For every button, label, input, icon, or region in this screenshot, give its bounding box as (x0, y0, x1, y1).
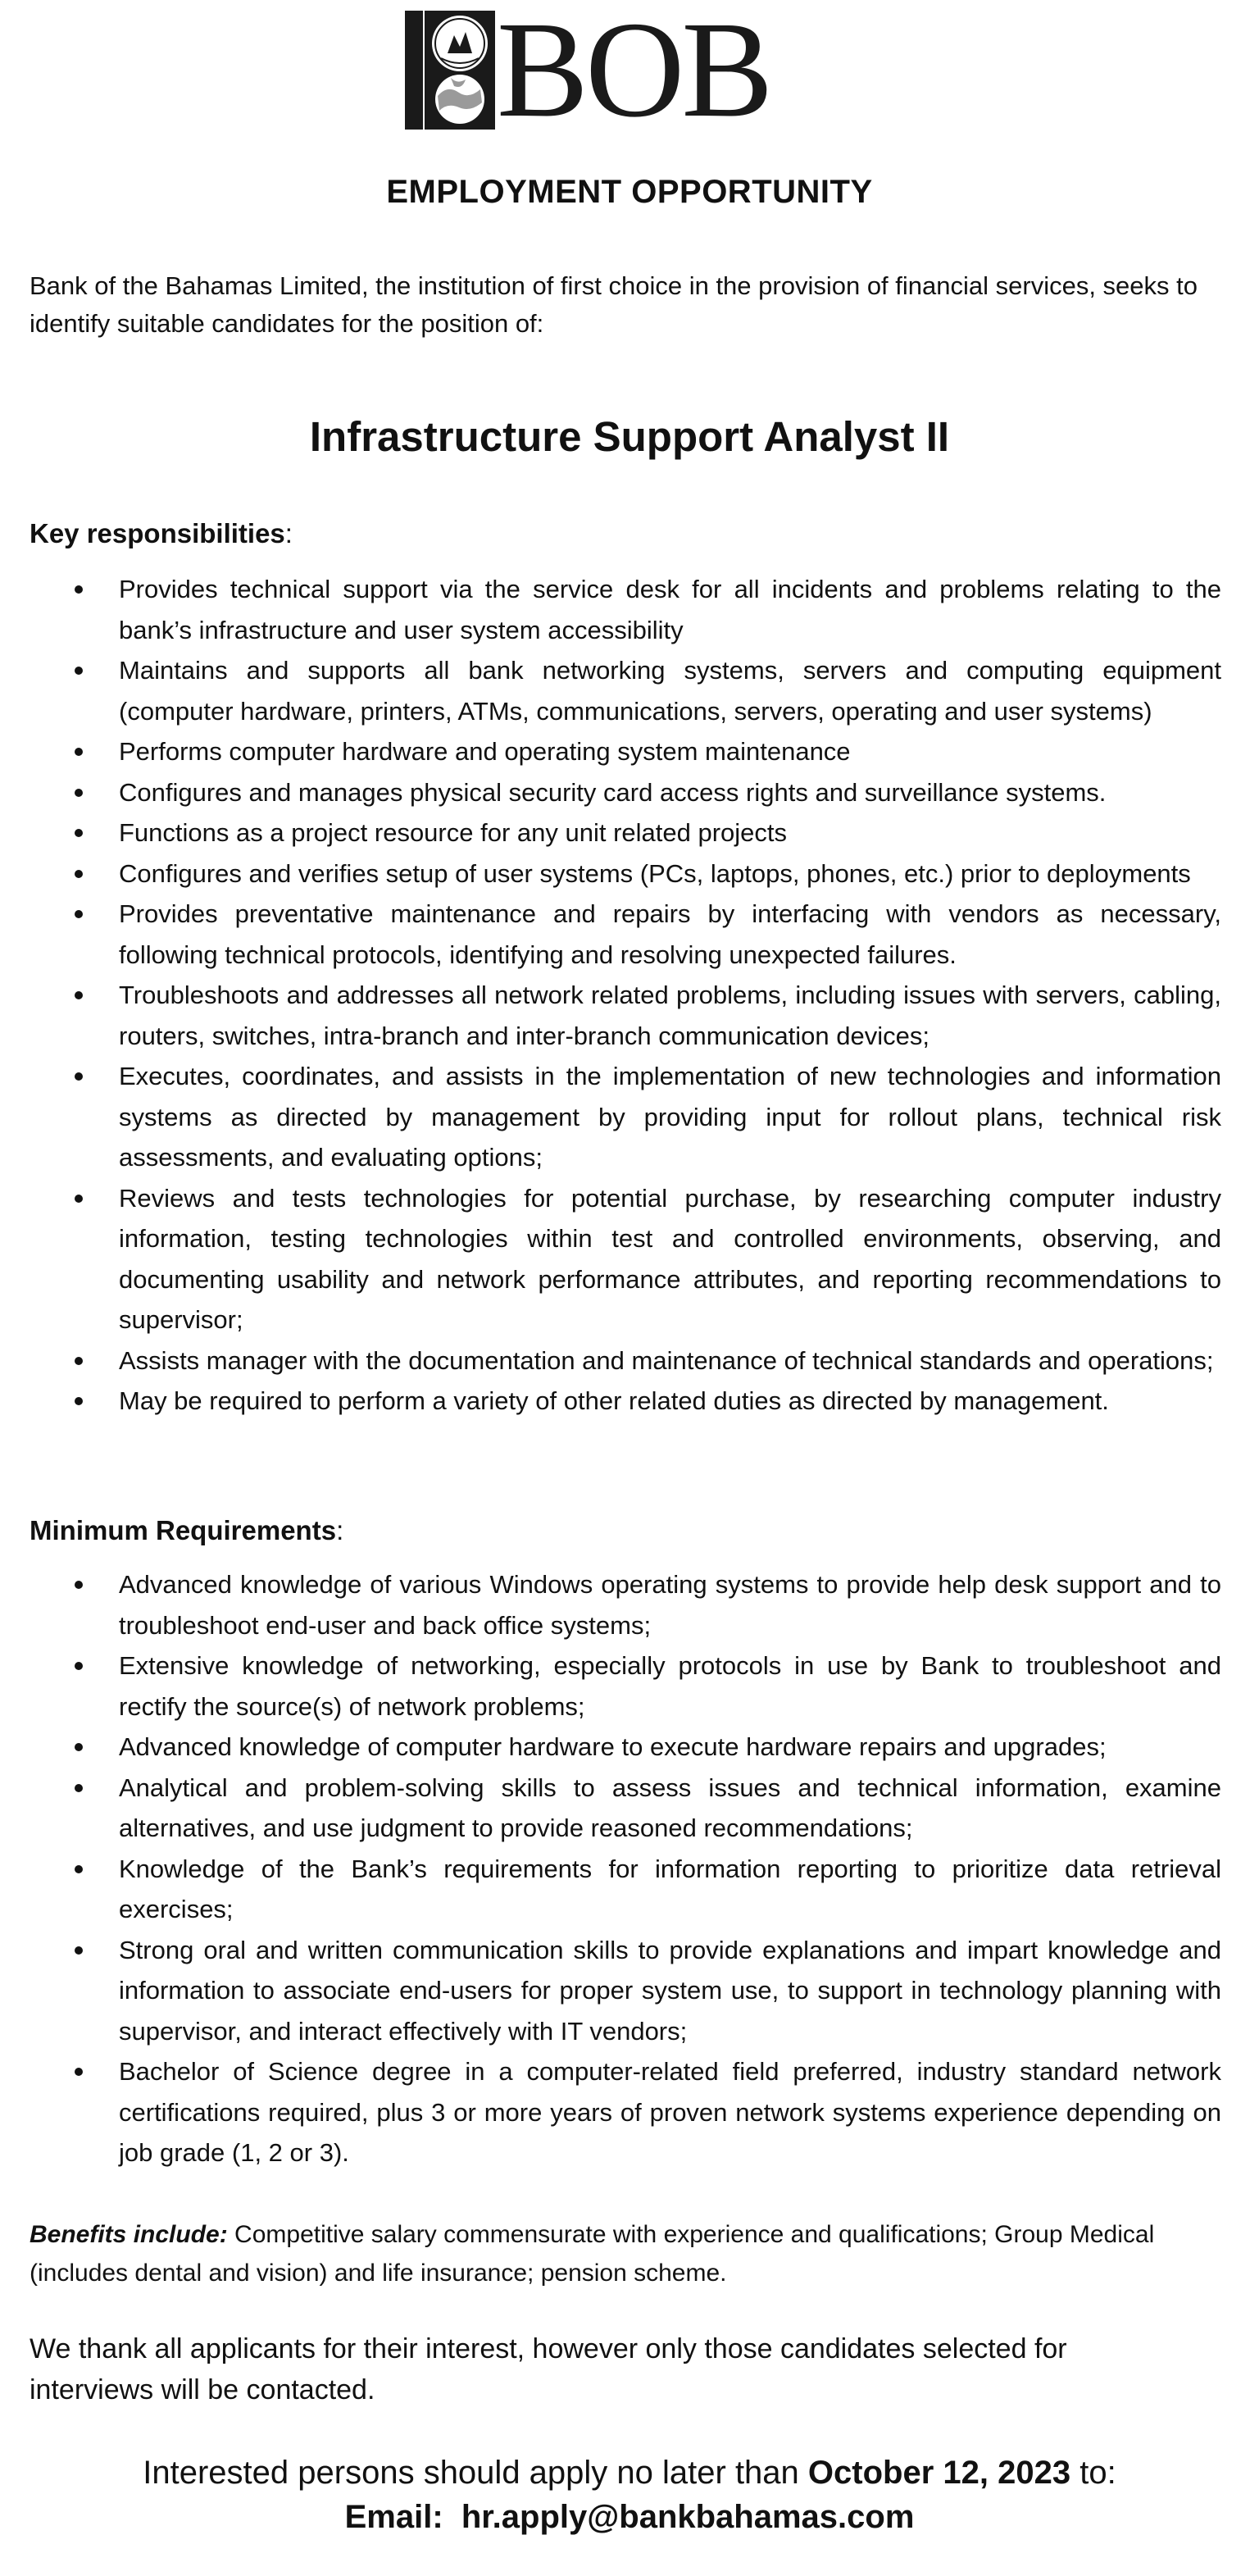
responsibilities-heading: Key responsibilities: (30, 518, 293, 548)
responsibilities-label: Key responsibilities (30, 518, 285, 548)
email-link[interactable]: hr.apply@bankbahamas.com (461, 2499, 915, 2535)
benefits-paragraph (30, 2215, 1226, 2292)
requirement-item: Knowledge of the Bank’s requirements for information reporting to prioritize data retrieval exercises; (0, 1849, 1259, 1930)
apply-deadline-line (0, 2450, 1259, 2496)
bob-logo (405, 0, 798, 146)
apply-email-line (0, 2494, 1259, 2540)
requirement-item: Strong oral and written communication skills to provide explanations and impart knowledge and information to associate end-users for proper system use, to support in technology planning with supervisor, and interact effectively with IT vendors; (0, 1930, 1259, 2052)
thanks-paragraph: We thank all applicants for their interest, however only those candidates selected for interviews will be contacted. (30, 2333, 1067, 2405)
intro-paragraph: Bank of the Bahamas Limited, the institution of first choice in the provision of financial services, seeks to identify suitable candidates for the position of: (30, 271, 1198, 338)
responsibility-item: Configures and verifies setup of user systems (PCs, laptops, phones, etc.) prior to deployments (0, 853, 1259, 894)
benefits-label: Benefits include: (30, 2221, 228, 2248)
requirement-item: Bachelor of Science degree in a computer-related field preferred, industry standard network certifications required, plus 3 or more years of proven network systems experience depending on job grade (1, 2 or 3). (0, 2051, 1259, 2173)
requirements-list (0, 1564, 1259, 2173)
responsibility-item: May be required to perform a variety of other related duties as directed by management. (0, 1381, 1259, 1422)
apply-prefix: Interested persons should apply no later than (143, 2455, 799, 2491)
responsibility-item: Functions as a project resource for any unit related projects (0, 812, 1259, 853)
requirements-heading: Minimum Requirements: (30, 1515, 344, 1545)
requirement-item: Advanced knowledge of computer hardware to execute hardware repairs and upgrades; (0, 1727, 1259, 1768)
bank-seal-globe-icon (405, 11, 495, 130)
apply-suffix: to: (1079, 2455, 1116, 2491)
benefits-text: Competitive salary commensurate with experience and qualifications; Group Medical (includes dental and vision) and life insurance; pension scheme. (30, 2221, 1155, 2287)
responsibility-item: Maintains and supports all bank networking systems, servers and computing equipment (computer hardware, printers, ATMs, communications, servers, operating and user systems) (0, 650, 1259, 731)
requirements-label: Minimum Requirements (30, 1515, 337, 1545)
responsibility-item: Reviews and tests technologies for potential purchase, by researching computer industry information, testing technologies within test and controlled environments, observing, and documenting usability and network performance attributes, and reporting recommendations to supervisor; (0, 1178, 1259, 1340)
position-title: Infrastructure Support Analyst II (309, 413, 950, 460)
responsibility-item: Provides technical support via the service desk for all incidents and problems relating to the bank’s infrastructure and user system accessibility (0, 569, 1259, 650)
responsibility-item: Performs computer hardware and operating system maintenance (0, 731, 1259, 772)
requirement-item: Extensive knowledge of networking, especially protocols in use by Bank to troubleshoot and rectify the source(s) of network problems; (0, 1645, 1259, 1727)
responsibilities-list (0, 569, 1259, 1422)
responsibility-item: Configures and manages physical security card access rights and surveillance systems. (0, 772, 1259, 813)
page-heading: EMPLOYMENT OPPORTUNITY (386, 174, 873, 210)
requirement-item: Advanced knowledge of various Windows operating systems to provide help desk support and to troubleshoot end-user and back office systems; (0, 1564, 1259, 1645)
logo-wordmark: BOB (497, 0, 770, 146)
responsibility-item: Executes, coordinates, and assists in the implementation of new technologies and information systems as directed by management by providing input for rollout plans, technical risk assessments, and evaluating options; (0, 1056, 1259, 1178)
requirement-item: Analytical and problem-solving skills to assess issues and technical information, examine alternatives, and use judgment to provide reasoned recommendations; (0, 1768, 1259, 1849)
apply-deadline: October 12, 2023 (807, 2455, 1071, 2491)
email-label: Email: (344, 2499, 443, 2535)
responsibility-item: Provides preventative maintenance and repairs by interfacing with vendors as necessary, following technical protocols, identifying and resolving unexpected failures. (0, 894, 1259, 975)
responsibility-item: Troubleshoots and addresses all network related problems, including issues with servers, cabling, routers, switches, intra-branch and inter-branch communication devices; (0, 975, 1259, 1056)
responsibility-item: Assists manager with the documentation and maintenance of technical standards and operations; (0, 1340, 1259, 1381)
